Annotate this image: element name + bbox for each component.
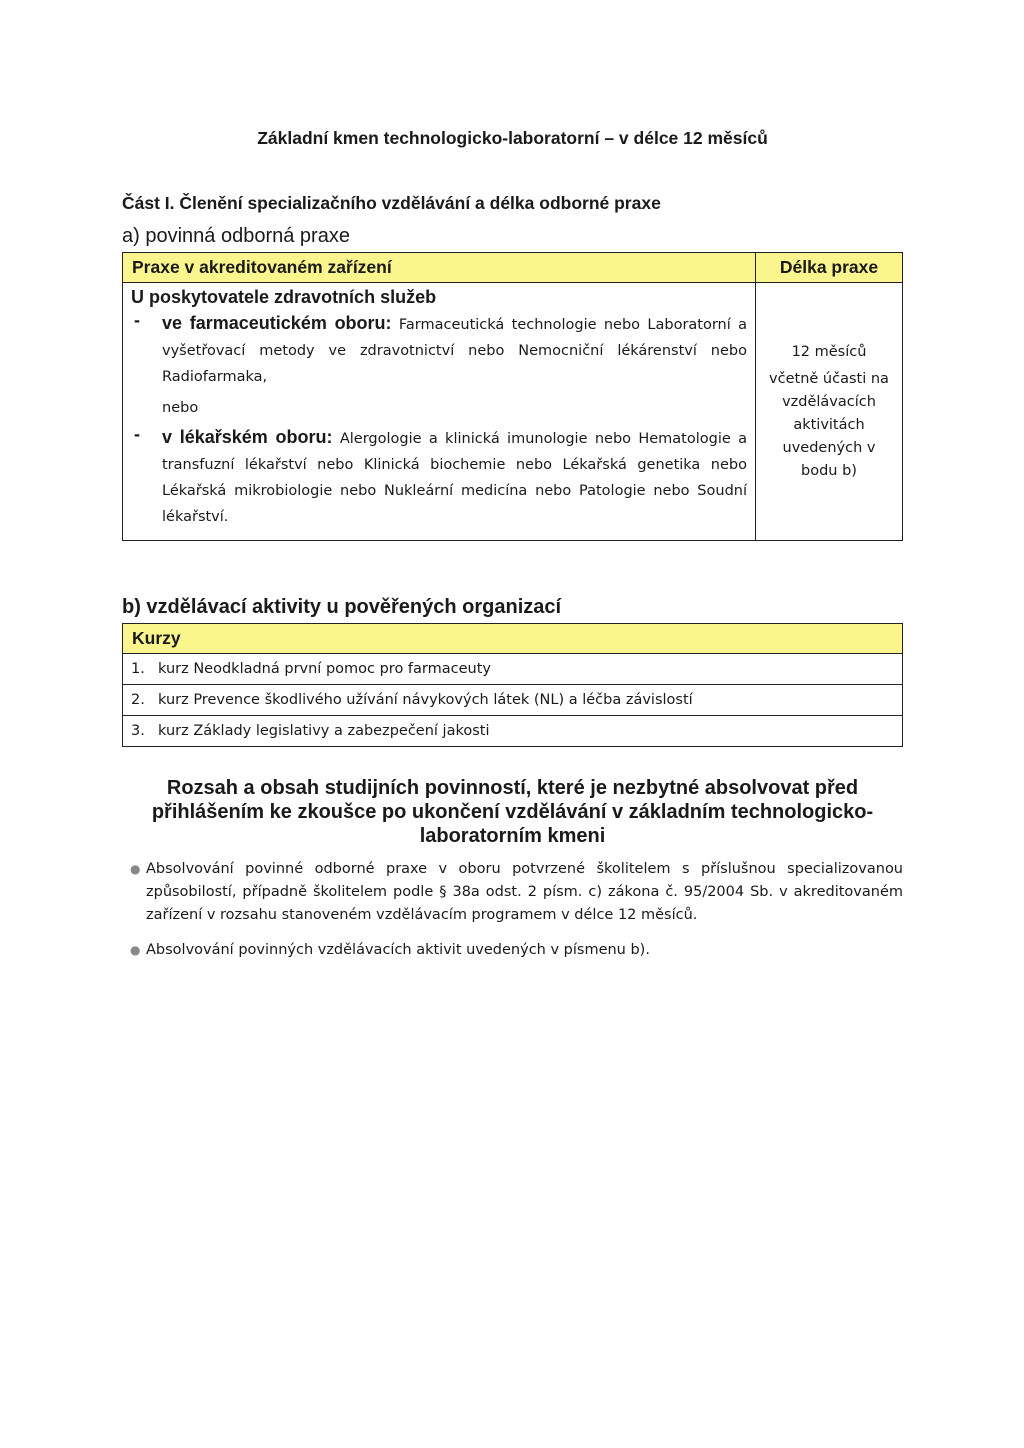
requirements-list: [130, 858, 903, 974]
practice-cell: [123, 283, 756, 541]
duration-cell: [756, 283, 903, 541]
courses-table: [122, 623, 903, 747]
list-item: [131, 424, 747, 530]
dash-marker: -: [134, 310, 140, 330]
or-text: nebo: [162, 400, 199, 416]
bullet-icon: ●: [130, 943, 141, 957]
provider-label: U poskytovatele zdravotních služeb: [131, 287, 437, 307]
duration-header: Délka praxe: [756, 253, 903, 283]
course-number: 1.: [131, 661, 145, 677]
item-text: Alergologie a klinická imunologie nebo Hematologie a transfuzní lékařství nebo Klinická biochemie nebo Lékařská genetika nebo Lékařská mikrobiologie nebo Nukleární medicína nebo Patologie nebo Soudní lékařství.: [162, 431, 747, 525]
dash-marker: -: [134, 424, 140, 444]
section-a-title: a) povinná odborná praxe: [122, 225, 350, 247]
course-number: 3.: [131, 723, 145, 739]
part-title: Část I. Členění specializačního vzdělávání a délka odborné praxe: [122, 193, 661, 213]
practice-header: Praxe v akreditovaném zařízení: [123, 253, 756, 283]
item-text: Farmaceutická technologie nebo Laboratorní a vyšetřovací metody ve zdravotnictví nebo Nemocniční lékárenství nebo Radiofarmaka,: [162, 317, 747, 385]
section-b-title: b) vzdělávací aktivity u pověřených organizací: [122, 596, 562, 618]
item-label: v lékařském oboru:: [162, 427, 333, 447]
duration-note: včetně účasti na vzdělávacích aktivitách uvedených v bodu b): [769, 370, 889, 479]
duration-value: 12 měsíců: [791, 343, 867, 360]
table-row: [123, 654, 903, 685]
table-row: [123, 716, 903, 747]
item-label: ve farmaceutickém oboru:: [162, 313, 392, 333]
list-item: [130, 858, 903, 927]
course-text: kurz Základy legislativy a zabezpečení jakosti: [158, 723, 490, 739]
document-title: Základní kmen technologicko-laboratorní – v délce 12 měsíců: [257, 128, 768, 148]
requirements-title: Rozsah a obsah studijních povinností, které je nezbytné absolvovat před přihlášením ke zkoušce po ukončení vzdělávání v základním technologicko-laboratorním kmeni: [151, 777, 874, 847]
course-text: kurz Neodkladná první pomoc pro farmaceuty: [158, 661, 491, 677]
courses-header: Kurzy: [123, 624, 903, 654]
list-item: [131, 310, 747, 390]
bullet-text: Absolvování povinné odborné praxe v oboru potvrzené školitelem s příslušnou specializovanou způsobilostí, případně školitelem podle § 38a odst. 2 písm. c) zákona č. 95/2004 Sb. v akreditovaném zařízení v rozsahu stanoveném vzdělávacím programem v délce 12 měsíců.: [146, 861, 903, 923]
table-row: [123, 685, 903, 716]
practice-table: [122, 252, 903, 541]
course-number: 2.: [131, 692, 145, 708]
course-text: kurz Prevence škodlivého užívání návykových látek (NL) a léčba závislostí: [158, 692, 693, 708]
bullet-icon: ●: [130, 862, 141, 876]
bullet-text: Absolvování povinných vzdělávacích aktivit uvedených v písmenu b).: [146, 942, 650, 958]
list-item: [130, 939, 903, 962]
